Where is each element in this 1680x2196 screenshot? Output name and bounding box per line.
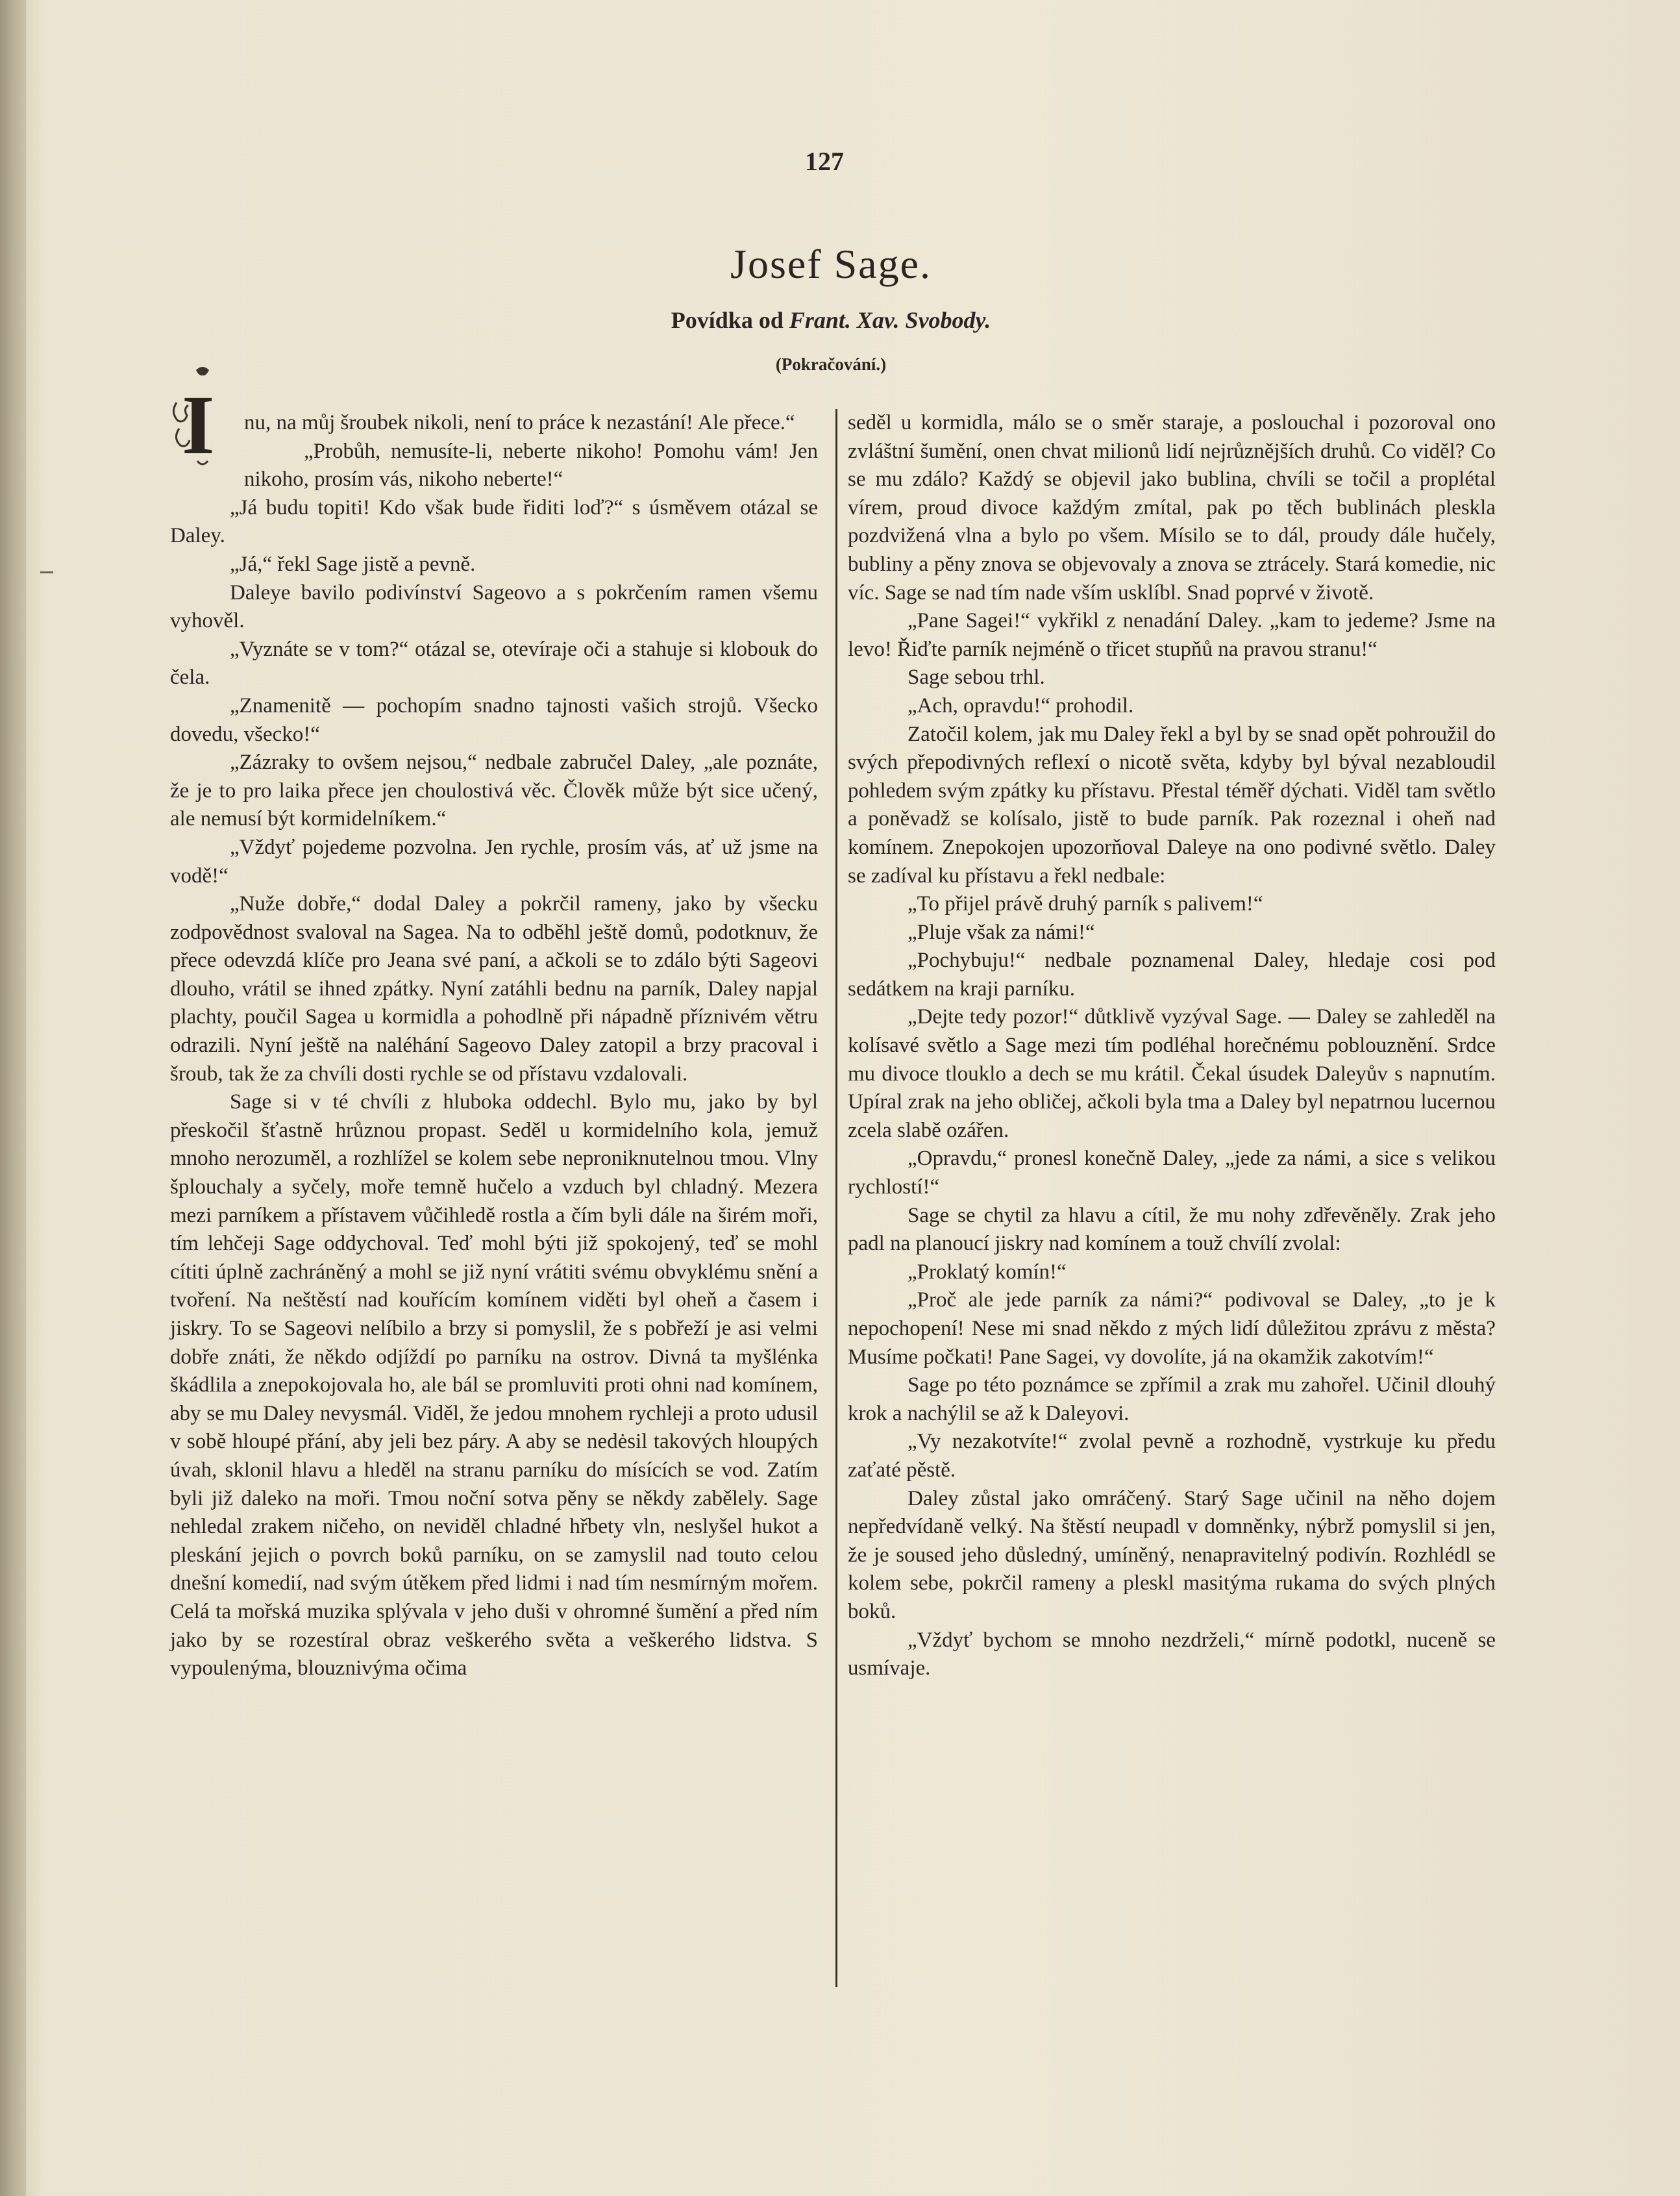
paragraph: Sage si v té chvíli z hluboka oddechl. Bylo mu, jako by byl přeskočil šťastně hrůznou propast. Seděl u kormidelního kola, jemuž mnoho nerozuměl, a rozhlížel se kolem sebe neproniknutelnou tmou. Vlny šplouchaly a syčely, moře temně hučelo a vzduch byl chladný. Mezera mezi parníkem a přístavem vůčihledě rostla a čím byli dále na širém moři, tím lehčeji Sage oddychoval. Teď mohl býti již spokojený, teď se mohl cítiti úplně zachráněný a mohl se již nyní vrátiti svému obvyklému snění a tvoření. Na neštěstí nad kouřícím komínem viděti byl oheň a časem i jiskry. To se Sageovi nelíbilo a brzy si pomyslil, že s pobřeží je asi velmi dobře znáti, že někdo odjíždí po parníku na ostrov. Divná ta myšlénka škádlila a znepokojovala ho, ale bál se promluviti proti ohni nad komínem, aby se mu Daley nevysmál. Viděl, že jedou mnohem rychleji a proto udusil v sobě hloupé přání, aby jeli bez páry. A aby se nedėsil takových hloupých úvah, sklonil hlavu a hleděl na stranu parníku do mísících se vod. Zatím byli již daleko na moři. Tmou noční sotva pěny se někdy zabělely. Sage nehledal zrakem ničeho, on neviděl chladné hřbety vln, neslyšel hukot a pleskání jejich o povrch boků parníku, on se zamyslil nad touto celou dnešní komedií, nad svým útěkem před lidmi i nad tím nesmírným mořem. Celá ta mořská muzika splývala v jeho duši v ohromné šumění a před ním jako by se rozestíral obraz veškerého světa a veškerého lidstva. S vypoulenýma, blouznivýma očima bbox=[170, 1090, 818, 1680]
margin-mark bbox=[40, 571, 53, 573]
paragraph: „Znamenitě — pochopím snadno tajnosti vašich strojů. Všecko dovedu, všecko!“ bbox=[170, 693, 818, 746]
paragraph: „Já,“ řekl Sage jistě a pevně. bbox=[230, 552, 476, 576]
continued-note: (Pokračování.) bbox=[775, 355, 887, 374]
page-number: 127 bbox=[805, 147, 844, 176]
paragraph: „Pochybuju!“ nedbale poznamenal Daley, hledaje cosi pod sedátkem na kraji parníku. bbox=[848, 949, 1496, 1001]
initial-letter: I bbox=[182, 379, 215, 472]
byline-author: Frant. Xav. Svobody. bbox=[789, 307, 991, 333]
paragraph: „Já budu topiti! Kdo však bude řiditi loď?“ s úsměvem otázal se Daley. bbox=[170, 495, 818, 548]
byline bbox=[519, 306, 1143, 334]
column-divider bbox=[835, 409, 837, 1987]
paragraph: „Proč ale jede parník za námi?“ podivoval se Daley, „to je k nepochopení! Nese mi snad někdo z mých lidí důležitou zprávu z města? Musíme počkati! Pane Sagei, vy dovolíte, já na okamžik zakotvím!“ bbox=[848, 1288, 1496, 1369]
paragraph: Daleye bavilo podivínství Sageovo a s pokrčením ramen všemu vyhověl. bbox=[170, 580, 818, 633]
paragraph: Sage sebou trhl. bbox=[908, 666, 1045, 690]
paragraph: seděl u kormidla, málo se o směr staraje, a poslouchal i pozoroval ono zvláštní šumění, onen chvat milionů lidí nejrůznějších druhů. Co viděl? Co se mu zdálo? Každý se objevil jako bublina, chvíli se točil a proplétal vírem, proud divoce každým zmítal, pak po těch bublinách pleskla pozdvižená vlna a bylo po všem. Mísilo se to dál, proudy dále hučely, bubliny a pěny znova se objevovaly a znova se ztrácely. Stará komedie, nic víc. Sage se nad tím nade vším usklíbl. Snad poprvé v životě. bbox=[848, 411, 1496, 605]
paragraph: Sage po této poznámce se zpřímil a zrak mu zahořel. Učinil dlouhý krok a nachýlil se až k Daleyovi. bbox=[848, 1373, 1496, 1425]
story-title: Josef Sage. bbox=[730, 241, 932, 287]
paragraph: „Vyznáte se v tom?“ otázal se, otevíraje oči a stahuje si klobouk do čela. bbox=[170, 637, 818, 690]
left-column bbox=[170, 379, 818, 1683]
paragraph: „Probůh, nemusíte-li, neberte nikoho! Pomohu vám! Jen nikoho, prosím vás, nikoho neberte!“ bbox=[244, 439, 818, 492]
paragraph-text: nu, na můj šroubek nikoli, není to práce k nezastání! Ale přece.“ bbox=[244, 411, 795, 434]
paragraph: Zatočil kolem, jak mu Daley řekl a byl by se snad opět pohroužil do svých přepodivných reflexí o nicotě světa, kdyby byl býval nezabloudil pohledem svým zpátky ku přístavu. Přestal téměř dýchati. Viděl tam světlo a poněvadž se kolísalo, jistě to bude parník. Pak rozeznal i oheň nad komínem. Znepokojen upozorňoval Daleye na ono podivné světlo. Daley se zadíval ku přístavu a řekl nedbale: bbox=[848, 722, 1496, 888]
paragraph: „Vždyť pojedeme pozvolna. Jen rychle, prosím vás, ať už jsme na vodě!“ bbox=[170, 835, 818, 888]
paragraph: „Zázraky to ovšem nejsou,“ nedbale zabručel Daley, „ale poznáte, že je to pro laika přece jen choulostivá věc. Člověk může být sice učený, ale nemusí být kormidelníkem.“ bbox=[170, 751, 818, 831]
paragraph: „Opravdu,“ pronesl konečně Daley, „jede za námi, a sice s velikou rychlostí!“ bbox=[848, 1147, 1496, 1199]
paragraph: „Pane Sagei!“ vykřikl z nenadání Daley. „kam to jedeme? Jsme na levo! Řiďte parník nejméně o třicet stupňů na pravou stranu!“ bbox=[848, 609, 1496, 661]
paragraph: Sage se chytil za hlavu a cítil, že mu nohy zdřevěněly. Zrak jeho padl na planoucí jiskry nad komínem a touž chvílí zvolal: bbox=[848, 1203, 1496, 1256]
binding-gutter bbox=[0, 0, 26, 2196]
byline-prefix: Povídka od bbox=[671, 307, 784, 333]
paragraph: Daley zůstal jako omráčený. Starý Sage učinil na něho dojem nepředvídaně velký. Na štěstí neupadl v domněnky, nýbrž pomyslil si jen, že je soused jeho důsledný, umíněný, nenapravitelný podivín. Rozhlédl se kolem sebe, pokrčil rameny a pleskl masitýma rukama do svých plných boků. bbox=[848, 1486, 1496, 1623]
decorated-initial bbox=[170, 364, 235, 472]
right-column bbox=[848, 409, 1496, 1683]
paragraph: „Nuže dobře,“ dodal Daley a pokrčil rameny, jako by všecku zodpovědnost svaloval na Sagea. Na to odběhl ještě domů, podotknuv, že přece odevzdá klíče pro Jeana své paní, a ačkoli se to zdálo býti Sageovi dlouho, vrátil se ihned zpátky. Nyní zatáhli bednu na parník, Daley napjal plachty, poučil Sagea u kormidla a pohodlně při nápadně příznivém větru odrazili. Nyní ještě na naléhání Sageovo Daley zatopil a brzy pracoval i šroub, tak že za chvíli dosti rychle se od přístavu vzdalovali. bbox=[170, 892, 818, 1086]
paragraph: „To přijel právě druhý parník s palivem!“ bbox=[908, 892, 1263, 916]
paragraph: „Ach, opravdu!“ prohodil. bbox=[908, 693, 1134, 717]
paragraph: „Proklatý komín!“ bbox=[908, 1260, 1067, 1284]
paragraph: „Dejte tedy pozor!“ důtklivě vyzýval Sage. — Daley se zahleděl na kolísavé světlo a Sage mezi tím podléhal horečnému poblouznění. Srdce mu divoce tlouklo a dech se mu krátil. Čekal úsudek Daleyův s napnutím. Upíral zrak na jeho obličej, ačkoli byla tma a Daley byl nepatrnou lucernou zcela slabě ozářen. bbox=[848, 1005, 1496, 1142]
paragraph: „Vy nezakotvíte!“ zvolal pevně a rozhodně, vystrkuje ku předu zaťaté pěstě. bbox=[848, 1430, 1496, 1482]
paragraph: „Pluje však za námi!“ bbox=[908, 920, 1095, 944]
paragraph: „Vždyť bychom se mnoho nezdrželi,“ mírně podotkl, nuceně se usmívaje. bbox=[848, 1628, 1496, 1680]
